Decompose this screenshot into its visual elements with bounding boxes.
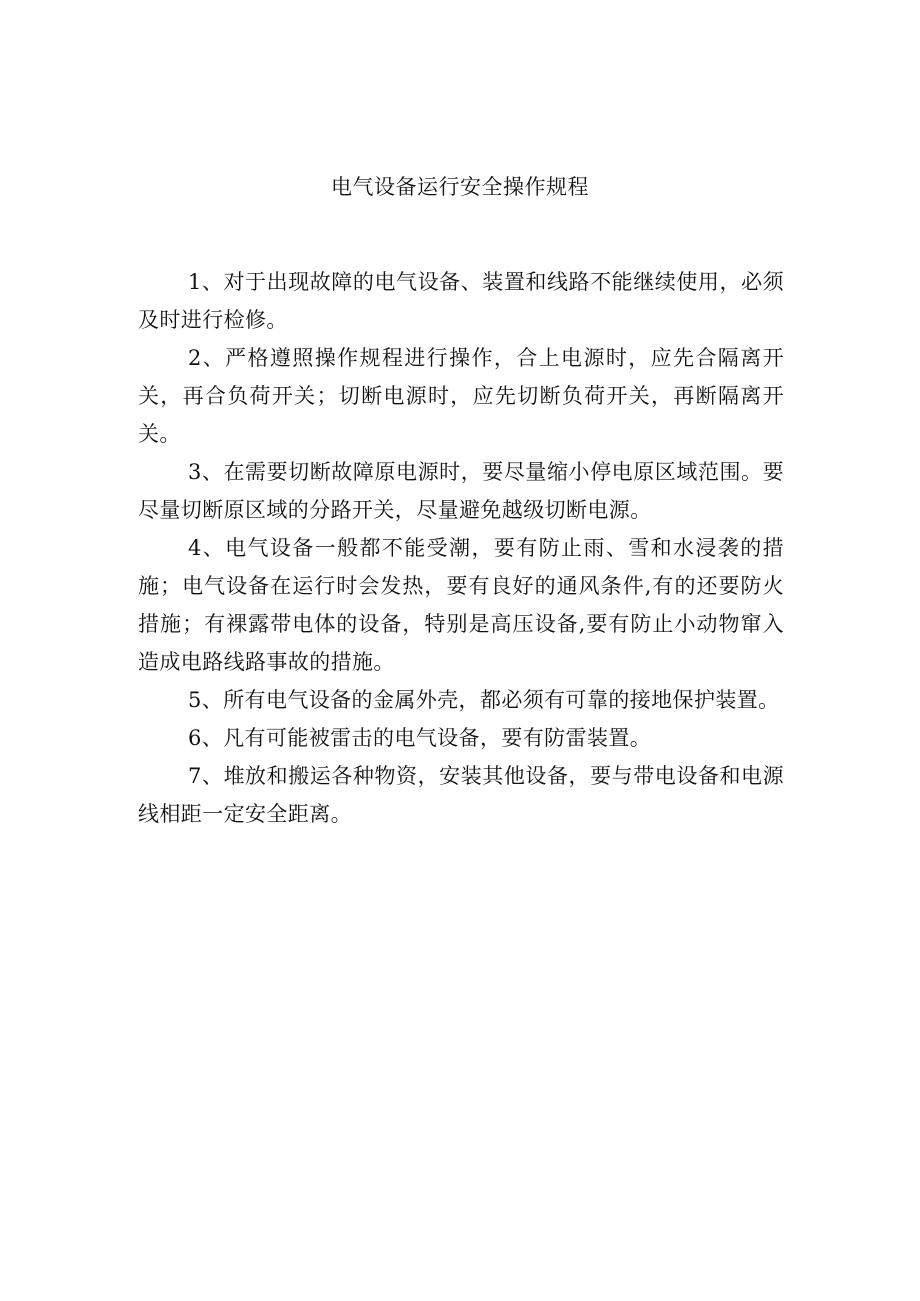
- document-title: 电气设备运行安全操作规程: [331, 175, 589, 199]
- document-body: [138, 263, 784, 833]
- rule-item-2: 2、严格遵照操作规程进行操作，合上电源时，应先合隔离开关，再合负荷开关；切断电源时，应先切断负荷开关，再断隔离开关。: [138, 346, 784, 446]
- rule-item-7: 7、堆放和搬运各种物资，安装其他设备，要与带电设备和电源线相距一定安全距离。: [138, 764, 784, 826]
- rule-item-4: 4、电气设备一般都不能受潮，要有防止雨、雪和水浸袭的措施；电气设备在运行时会发热，要有良好的通风条件,有的还要防火措施；有裸露带电体的设备，特别是高压设备,要有防止小动物窜入造成电路线路事故的措施。: [138, 536, 784, 674]
- rule-item-1: 1、对于出现故障的电气设备、装置和线路不能继续使用，必须及时进行检修。: [138, 270, 784, 332]
- rule-item-3: 3、在需要切断故障原电源时，要尽量缩小停电原区域范围。要尽量切断原区域的分路开关，尽量避免越级切断电源。: [138, 460, 784, 522]
- rule-item-5: 5、所有电气设备的金属外壳，都必须有可靠的接地保护装置。: [188, 688, 780, 712]
- rule-item-6: 6、凡有可能被雷击的电气设备，要有防雷装置。: [188, 726, 652, 750]
